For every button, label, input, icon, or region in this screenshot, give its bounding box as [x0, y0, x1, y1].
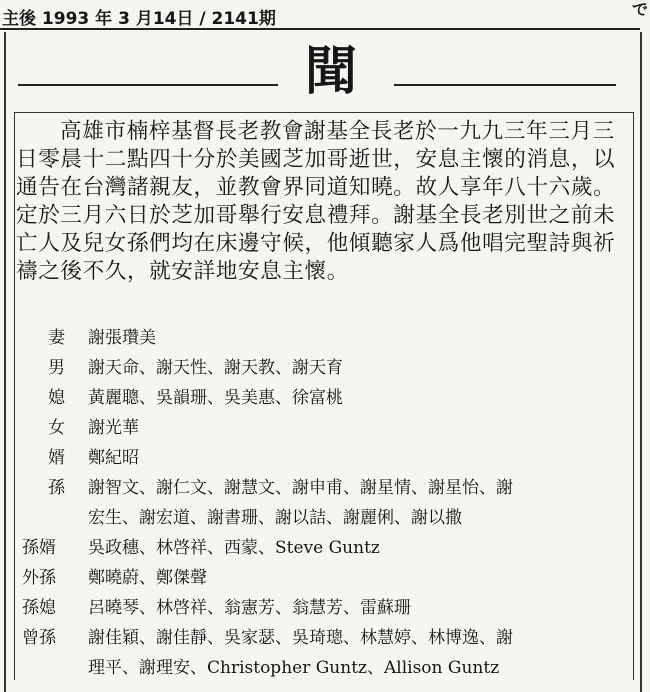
family-names: 鄭曉蔚、鄭傑聲: [88, 568, 207, 588]
masthead: [0, 0, 650, 30]
issue-line: 主後 1993 年 3 月14日 / 2141期: [2, 9, 276, 29]
family-role: 曾孫: [22, 628, 56, 648]
family-role: 男: [48, 358, 65, 378]
family-role: 女: [48, 418, 65, 438]
family-names: 吳政穗、林啓祥、西蒙、Steve Guntz: [88, 538, 380, 558]
family-role: 孫婿: [22, 538, 56, 558]
announcement-body: [16, 118, 622, 286]
headline-rule-right: [394, 84, 616, 86]
family-role: 孫媳: [22, 598, 56, 618]
family-role: 妻: [48, 328, 65, 348]
family-names: 謝光華: [88, 418, 139, 438]
family-names: 呂曉琴、林啓祥、翁憲芳、翁慧芳、雷蘇珊: [88, 598, 411, 618]
family-names: 謝張瓚美: [88, 328, 156, 348]
family-role: 媳: [48, 388, 65, 408]
family-names: 謝天命、謝天性、謝天教、謝天育: [88, 358, 343, 378]
family-role: 孫: [48, 478, 65, 498]
family-names: 謝佳穎、謝佳靜、吳家瑟、吳琦璁、林慧婷、林博逸、謝: [88, 628, 513, 648]
family-role: 外孫: [22, 568, 56, 588]
headline: 聞: [304, 41, 357, 102]
family-names-continued: 理平、謝理安、Christopher Guntz、Allison Guntz: [88, 658, 500, 678]
headline-rule-left: [18, 84, 278, 86]
family-names: 鄭紀昭: [88, 448, 139, 468]
corner-mark: で: [631, 0, 648, 19]
family-names: 黃麗聰、吳韻珊、吳美惠、徐富桃: [88, 388, 343, 408]
masthead-rule: [0, 28, 640, 30]
family-role: 婿: [48, 448, 65, 468]
family-names: 謝智文、謝仁文、謝慧文、謝申甫、謝星情、謝星怡、謝: [88, 478, 513, 498]
announcement-paragraph: 高雄市楠梓基督長老教會謝基全長老於一九九三年三月三日零晨十二點四十分於美國芝加哥逝世，安息主懷的消息，以通告在台灣諸親友，並教會界同道知曉。故人享年八十六歲。定於三月六日於芝加哥舉行安息禮拜。謝基全長老別世之前未亡人及兒女孫們均在床邊守候，他傾聽家人爲他唱完聖詩與祈禱之後不久，就安詳地安息主懷。: [16, 119, 616, 284]
family-names-continued: 宏生、謝宏道、謝書珊、謝以詰、謝麗俐、謝以撒: [88, 508, 462, 528]
